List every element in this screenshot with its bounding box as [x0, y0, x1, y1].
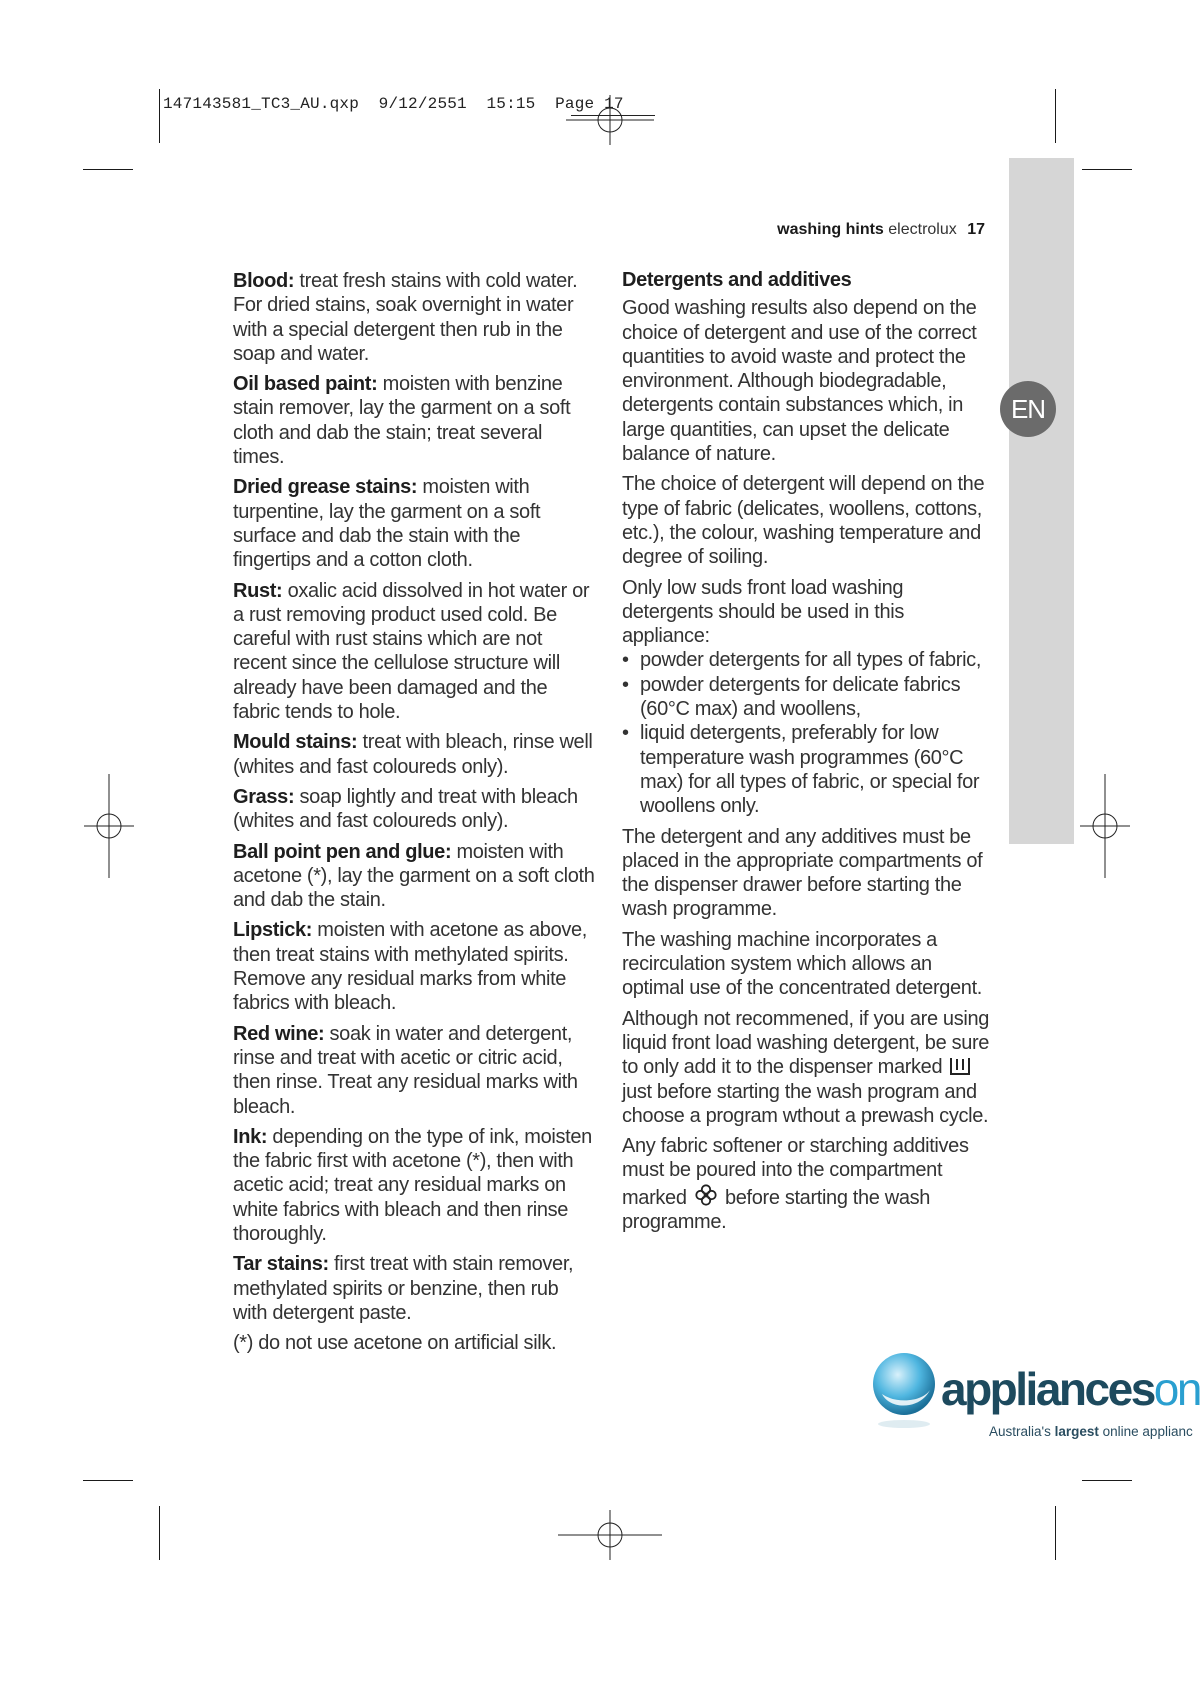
stain-term: Blood: [233, 270, 295, 292]
stain-term: Tar stains: [233, 1253, 329, 1276]
crop-mark [1055, 89, 1056, 143]
paragraph: The choice of detergent will depend on the type of fabric (delicates, woollens, cottons, etc.), the colour, washing temperature and degree of soiling. [622, 473, 985, 569]
tagline-text: Australia's [989, 1424, 1055, 1439]
crop-mark [1082, 1480, 1132, 1481]
language-badge: EN [1000, 381, 1056, 437]
stain-text: first treat with stain remover, methylated spirits or benzine, then rub with detergent paste. [233, 1253, 574, 1324]
printer-slug [163, 95, 624, 113]
stain-entry [233, 475, 595, 572]
paragraph-text: just before starting the wash program and choose a program wthout a prewash cycle. [622, 1080, 989, 1127]
appliances-online-logo [868, 1350, 1200, 1450]
stain-entry [233, 918, 595, 1015]
crop-mark [1055, 1506, 1056, 1560]
slug-time: 15:15 [486, 95, 536, 113]
tagline-bold: largest [1054, 1424, 1099, 1439]
stain-text: moisten with acetone (*), lay the garment on a soft cloth and dab the stain. [233, 840, 595, 912]
section-heading: Detergents and additives [622, 269, 852, 291]
main-wash-compartment-icon [949, 1056, 971, 1076]
side-tab [1009, 158, 1074, 844]
logo-word-suffix: on [1153, 1363, 1200, 1415]
stain-term: Oil based paint: [233, 373, 378, 396]
paragraph [622, 1007, 994, 1128]
crop-mark [1082, 169, 1132, 170]
paragraph: Only low suds front load washing detergents should be used in this appliance: [622, 576, 904, 648]
registration-mark-left [84, 774, 134, 878]
stain-text: moisten with turpentine, lay the garment on a soft surface and dab the stain with the fingertips and a cotton cloth. [233, 476, 541, 572]
stain-entry [233, 1022, 595, 1119]
crop-mark [83, 1480, 133, 1481]
stain-term: Ink: [233, 1125, 268, 1148]
paragraph-text: Although not recommened, if you are using liquid front load washing detergent, be sure to only add it to the dispenser marked [622, 1007, 990, 1079]
paragraph: The washing machine incorporates a recirculation system which allows an optimal use of the concentrated detergent. [622, 928, 982, 1000]
logo-tagline [989, 1424, 1193, 1439]
stain-text: moisten with acetone as above, then treat stains with methylated spirits. Remove any residual marks from white fabrics with bleach. [233, 919, 587, 1015]
paragraph-text: before starting the wash programme. [622, 1186, 931, 1233]
tagline-text: online applianc [1098, 1424, 1193, 1439]
detergent-list [622, 648, 994, 818]
crop-mark [159, 89, 160, 143]
paragraph: Good washing results also depend on the choice of detergent and use of the correct quantities to avoid waste and protect the environment. Although biodegradable, detergents contain substances which, in large quantities, can upset the delicate balance of nature. [622, 297, 977, 466]
stain-term: Ball point pen and glue: [233, 840, 452, 863]
stain-entry [233, 372, 595, 469]
page-number: 17 [967, 221, 985, 238]
running-header [777, 221, 985, 239]
stain-text: treat fresh stains with cold water. For dried stains, soak overnight in water with a special detergent then rub in the soap and water. [233, 270, 578, 365]
stain-entry [233, 1125, 595, 1246]
stain-term: Mould stains: [233, 731, 358, 754]
registration-mark-top [566, 95, 654, 145]
footnote: (*) do not use acetone on artificial silk. [233, 1332, 557, 1355]
stain-term: Rust: [233, 579, 283, 602]
header-section: washing hints [777, 221, 884, 238]
slug-date: 9/12/2551 [378, 95, 467, 113]
slug-filename: 147143581_TC3_AU.qxp [163, 95, 360, 113]
paragraph [622, 1134, 994, 1234]
stain-term: Lipstick: [233, 919, 313, 942]
stain-text: soak in water and detergent, rinse and treat with acetic or citric acid, then rinse. Treat any residual marks with bleach. [233, 1022, 578, 1118]
logo-word: appliances [941, 1363, 1154, 1415]
stain-text: oxalic acid dissolved in hot water or a rust removing product used cold. Be careful with rust stains which are not recent since the cellulose structure will already have been damaged and the fabric tends to hole. [233, 579, 590, 724]
list-item: • liquid detergents, preferably for low temperature wash programmes (60°C max) for all types of fabric, or special for woollens only. [622, 721, 994, 818]
stain-term: Grass: [233, 785, 295, 808]
stain-entry [233, 269, 595, 366]
slug-page: Page 17 [555, 95, 624, 113]
logo-globe-icon [868, 1350, 944, 1430]
fabric-softener-flower-icon [694, 1183, 718, 1207]
crop-mark [159, 1506, 160, 1560]
paragraph: The detergent and any additives must be placed in the appropriate compartments of the dispenser drawer before starting the wash programme. [622, 825, 983, 921]
stain-entry [233, 785, 595, 834]
stain-entry [233, 730, 595, 779]
detergents-column [622, 268, 994, 1240]
list-item: • powder detergents for all types of fabric, [622, 648, 994, 672]
paragraph-text: Any fabric softener or starching additives must be poured into the compartment marked [622, 1135, 969, 1209]
stain-text: moisten with benzine stain remover, lay the garment on a soft cloth and dab the stain; treat several times. [233, 373, 571, 469]
stain-text: treat with bleach, rinse well (whites and fast coloureds only). [233, 731, 593, 778]
header-brand: electrolux [888, 221, 957, 238]
stain-entry [233, 1252, 595, 1325]
stain-entry [233, 840, 595, 913]
stain-entry [233, 579, 595, 725]
stain-text: soap lightly and treat with bleach (whites and fast coloureds only). [233, 785, 578, 833]
registration-mark-right [1080, 774, 1130, 878]
stain-term: Dried grease stains: [233, 476, 418, 499]
stain-list-column [233, 269, 595, 1361]
registration-mark-bottom [558, 1510, 662, 1560]
stain-text: depending on the type of ink, moisten the fabric first with acetone (*), then with acetic acid; treat any residual marks on white fabrics with bleach and then rinse thoroughly. [233, 1125, 592, 1245]
list-item: • powder detergents for delicate fabrics (60°C max) and woollens, [622, 673, 994, 722]
crop-mark [83, 169, 133, 170]
logo-wordmark [941, 1362, 1200, 1416]
stain-term: Red wine: [233, 1022, 325, 1045]
